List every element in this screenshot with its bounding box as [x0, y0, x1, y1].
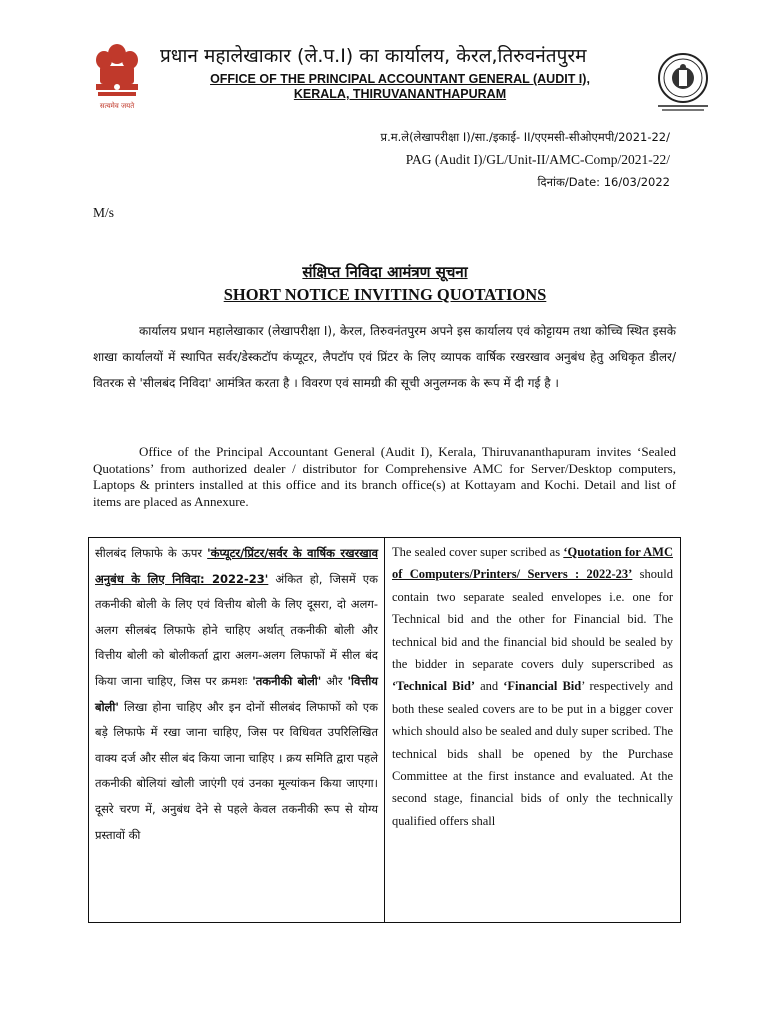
- office-title-english: [150, 72, 650, 102]
- emblem-caption: सत्यमेव जयते: [99, 102, 135, 110]
- paragraph-hindi: कार्यालय प्रधान महालेखाकार (लेखापरीक्षा I), केरल, तिरुवनंतपुरम अपने इस कार्यालय एवं कोट्टायम तथा कोच्चि स्थित इसके शाखा कार्यालयों में स्थापित सर्वर/डेस्कटॉप कंप्यूटर, लैपटॉप एवं प्रिंटर के लिए व्यापक वार्षिक रखरखाव अनुबंध हेतु अधिकृत डीलर/ वितरक से 'सीलबंद निविदा' आमंत्रित करता है । विवरण एवं सामग्री की सूची अनुलग्नक के रूप में दी गई है ।: [93, 324, 676, 390]
- text-segment: और: [321, 673, 348, 688]
- financial-bid-label: ‘Financial Bid: [503, 679, 582, 694]
- technical-bid-label: 'तकनीकी बोली': [252, 673, 322, 688]
- reference-hindi: प्र.म.ले(लेखापरीक्षा I)/सा./इकाई- II/एएमसी-सीओएमपी/2021-22/: [380, 130, 670, 144]
- notice-title-english: SHORT NOTICE INVITING QUOTATIONS: [223, 285, 547, 304]
- reference-english: PAG (Audit I)/GL/Unit-II/AMC-Comp/2021-22/: [405, 151, 670, 167]
- text-segment: and: [475, 679, 504, 694]
- table-column-english: [385, 538, 680, 922]
- office-title-english-line2: KERALA, THIRUVANANTHAPURAM: [293, 87, 507, 101]
- letterhead: [0, 0, 770, 110]
- reference-block: [381, 126, 670, 194]
- technical-bid-label: ‘Technical Bid’: [392, 679, 476, 694]
- text-segment: अंकित हो, जिसमें एक तकनीकी बोली के लिए एवं वित्तीय बोली के लिए दूसरा, दो अलग-अलग सीलबंद लिफाफे होने चाहिए अर्थात् तकनीकी बोली और वित्तीय बोली को बोलीकर्ता द्वारा अलग-अलग लिफाफों में सील बंद किया जाना चाहिए, जिस पर क्रमशः: [95, 571, 379, 688]
- table-text-english: [392, 541, 673, 832]
- text-segment: लिखा होना चाहिए और इन दोनों सीलबंद लिफाफों को एक बड़े लिफाफे में रखा जाना चाहिए, जिस पर विधिवत उपरिलिखित वाक्य दर्ज और सील बंद किया जाना चाहिए । क्रय समिति द्वारा पहले तकनीकी बोलियां खोली जाएंगी एवं उनका मूल्यांकन किया जाएगा। दूसरे चरण में, अनुबंध देने से पहले केवल तकनीकी रूप से योग्य प्रस्तावों की: [95, 699, 378, 842]
- text-segment: ’ respectively and both these sealed covers are to be put in a bigger cover which should also be sealed and duly super scribed. The technical bids shall be opened by the Purchase Committee at the first instance and evaluated. At the second stage, financial bids of only the technically qualified offers shall: [392, 679, 673, 828]
- table-column-hindi: [89, 538, 385, 922]
- table-text-hindi: [95, 541, 378, 848]
- bid-instructions-table: [88, 537, 681, 923]
- paragraph-english: Office of the Principal Accountant General (Audit I), Kerala, Thiruvananthapuram invites ‘Sealed Quotations’ from authorized dealer / distributor for Comprehensive AMC for Server/Desktop computers, Laptops & printers installed at this office and its branch office(s) at Kottayam and Kochi. Detail and list of items are placed as Annexure.: [93, 444, 676, 509]
- reference-date: दिनांक/Date: 16/03/2022: [537, 175, 670, 189]
- financial-bid-label: 'वित्तीय बोली': [95, 673, 378, 714]
- office-title-english-line1: OFFICE OF THE PRINCIPAL ACCOUNTANT GENERAL (AUDIT I),: [210, 72, 590, 86]
- office-title-hindi: प्रधान महालेखाकार (ले.प.I) का कार्यालय, केरल,तिरुवनंतपुरम: [160, 45, 587, 67]
- subject-bold: ‘Quotation for AMC of Computers/Printers/ Servers : 2022-23’: [392, 545, 673, 582]
- text-segment: सीलबंद लिफाफे के ऊपर: [95, 546, 208, 560]
- cag-logo-icon: [652, 50, 714, 114]
- addressee: M/s: [93, 205, 115, 220]
- subject-bold: 'कंप्यूटर/प्रिंटर/सर्वर के वार्षिक रखरखाव अनुबंध के लिए निविदा: 2022-23': [95, 546, 378, 586]
- national-emblem-icon: [88, 40, 146, 112]
- notice-title-hindi: संक्षिप्त निविदा आमंत्रण सूचना: [302, 263, 468, 281]
- text-segment: should contain two separate sealed envelopes i.e. one for Technical bid and the other for Financial bid. The technical bid and the financial bid should be sealed by the bidder in separate covers duly superscribed as: [392, 567, 673, 672]
- text-segment: The sealed cover super scribed as: [392, 545, 564, 559]
